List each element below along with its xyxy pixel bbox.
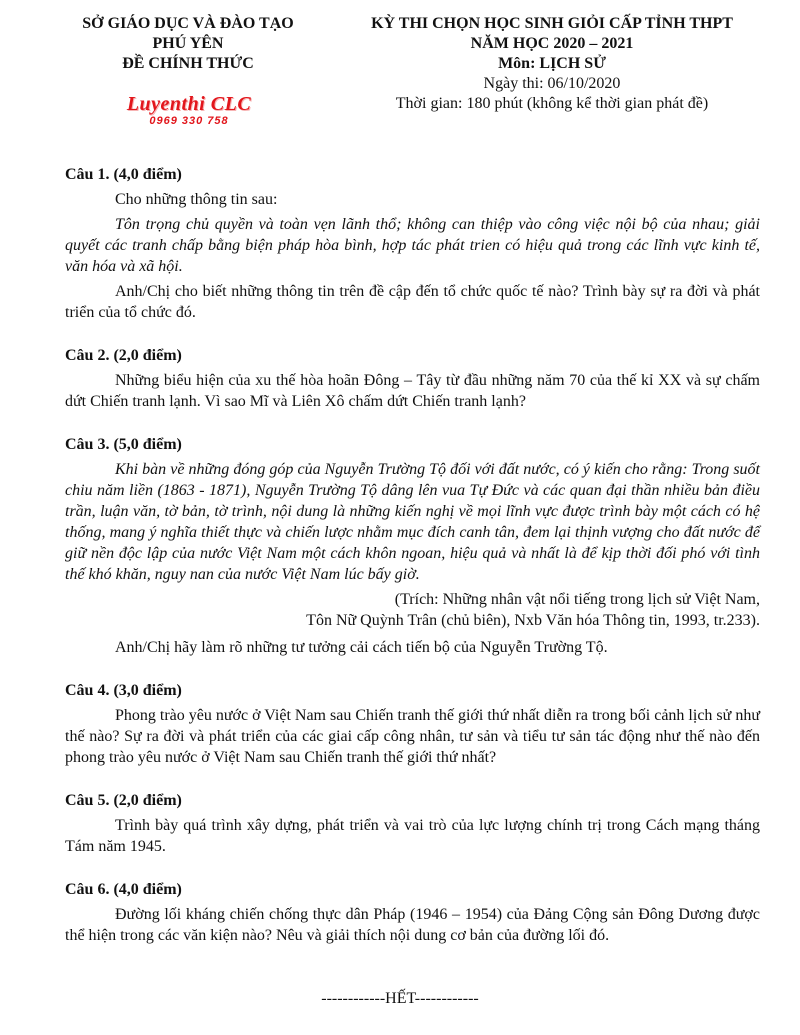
official-exam-label: ĐỀ CHÍNH THỨC xyxy=(122,55,254,72)
question-title: Câu 3. (5,0 điểm) xyxy=(65,436,182,453)
department-name: SỞ GIÁO DỤC VÀ ĐÀO TẠO xyxy=(82,15,294,32)
question-prompt: Những biểu hiện của xu thế hòa hoãn Đông – Tây từ đầu những năm 70 của thế kỉ XX và sự chấm dứt Chiến tranh lạnh. Vì sao Mĩ và Liên Xô chấm dứt Chiến tranh lạnh? xyxy=(65,372,760,410)
question-prompt: Anh/Chị cho biết những thông tin trên đề cập đến tổ chức quốc tế nào? Trình bày sự ra đời và phát triển của tổ chức đó. xyxy=(65,283,760,321)
question-prompt: Anh/Chị hãy làm rõ những tư tưởng cải cách tiến bộ của Nguyễn Trường Tộ. xyxy=(115,639,608,656)
source-line-1: (Trích: Những nhân vật nổi tiếng trong lịch sử Việt Nam, xyxy=(394,591,760,608)
quote-source xyxy=(65,589,760,631)
school-year: NĂM HỌC 2020 – 2021 xyxy=(470,35,634,52)
question-title: Câu 5. (2,0 điểm) xyxy=(65,792,182,809)
logo-name: Luyenthi CLC xyxy=(126,93,252,115)
question-5 xyxy=(65,790,760,857)
question-prompt: Đường lối kháng chiến chống thực dân Pháp (1946 – 1954) của Đảng Cộng sản Đông Dương được thể hiện trong các văn kiện nào? Nêu và giải thích nội dung cơ bản của đường lối đó. xyxy=(65,906,760,944)
exam-title: KỲ THI CHỌN HỌC SINH GIỎI CẤP TỈNH THPT xyxy=(371,15,733,32)
question-prompt: Phong trào yêu nước ở Việt Nam sau Chiến tranh thế giới thứ nhất diễn ra trong bối cảnh lịch sử như thế nào? Sự ra đời và phát triển của các giai cấp công nhân, tư sản và tiểu tư sản tác động như thế nào đến phong trào yêu nước ở Việt Nam sau Chiến tranh thế giới thứ nhất? xyxy=(65,707,760,766)
source-line-2: Tôn Nữ Quỳnh Trân (chủ biên), Nxb Văn hóa Thông tin, 1993, tr.233). xyxy=(306,612,760,629)
question-3 xyxy=(65,434,760,658)
province-name: PHÚ YÊN xyxy=(152,35,224,52)
exam-questions xyxy=(65,164,760,968)
logo-phone: 0969 330 758 xyxy=(149,115,229,127)
question-6 xyxy=(65,879,760,946)
end-marker: ------------HẾT------------ xyxy=(321,990,479,1007)
exam-info-header xyxy=(362,14,742,114)
subject: Môn: LỊCH SỬ xyxy=(498,55,606,72)
exam-duration: Thời gian: 180 phút (không kể thời gian phát đề) xyxy=(395,95,709,112)
watermark-logo xyxy=(114,94,264,127)
school-authority-header xyxy=(68,14,308,74)
question-quote: Tôn trọng chủ quyền và toàn vẹn lãnh thổ; không can thiệp vào công việc nội bộ của nhau; giải quyết các tranh chấp bằng biện pháp hòa bình, hợp tác phát trien có hiệu quả trong các lĩnh vực kinh tế, văn hóa và xã hội. xyxy=(65,216,760,275)
question-prompt: Trình bày quá trình xây dựng, phát triển và vai trò của lực lượng chính trị trong Cách mạng tháng Tám năm 1945. xyxy=(65,817,760,855)
question-quote: Khi bàn về những đóng góp của Nguyễn Trường Tộ đối với đất nước, có ý kiến cho rằng: Trong suốt chiu năm liền (1863 - 1871), Nguyễn Trường Tộ dâng lên vua Tự Đức và các quan đại thần nhiều bản điều trần, luận văn, tờ bản, tờ trình, nội dung là những kiến nghị về mọi lĩnh vực được trình bày một cách có hệ thống, mang ý nghĩa thiết thực và chiến lược nhằm mục đích canh tân, đem lại thịnh vượng cho đất nước để giữ nền độc lập của nước Việt Nam một cách khôn ngoan, hiệu quả và nhất là để kịp thời đối phó với tình thế khó khăn, nguy nan của nước Việt Nam lúc bấy giờ. xyxy=(65,461,760,583)
question-4 xyxy=(65,680,760,768)
exam-date: Ngày thi: 06/10/2020 xyxy=(483,75,621,92)
question-intro: Cho những thông tin sau: xyxy=(115,191,278,208)
question-title: Câu 4. (3,0 điểm) xyxy=(65,682,182,699)
question-title: Câu 6. (4,0 điểm) xyxy=(65,881,182,898)
question-title: Câu 1. (4,0 điểm) xyxy=(65,166,182,183)
question-title: Câu 2. (2,0 điểm) xyxy=(65,347,182,364)
question-1 xyxy=(65,164,760,323)
question-2 xyxy=(65,345,760,412)
